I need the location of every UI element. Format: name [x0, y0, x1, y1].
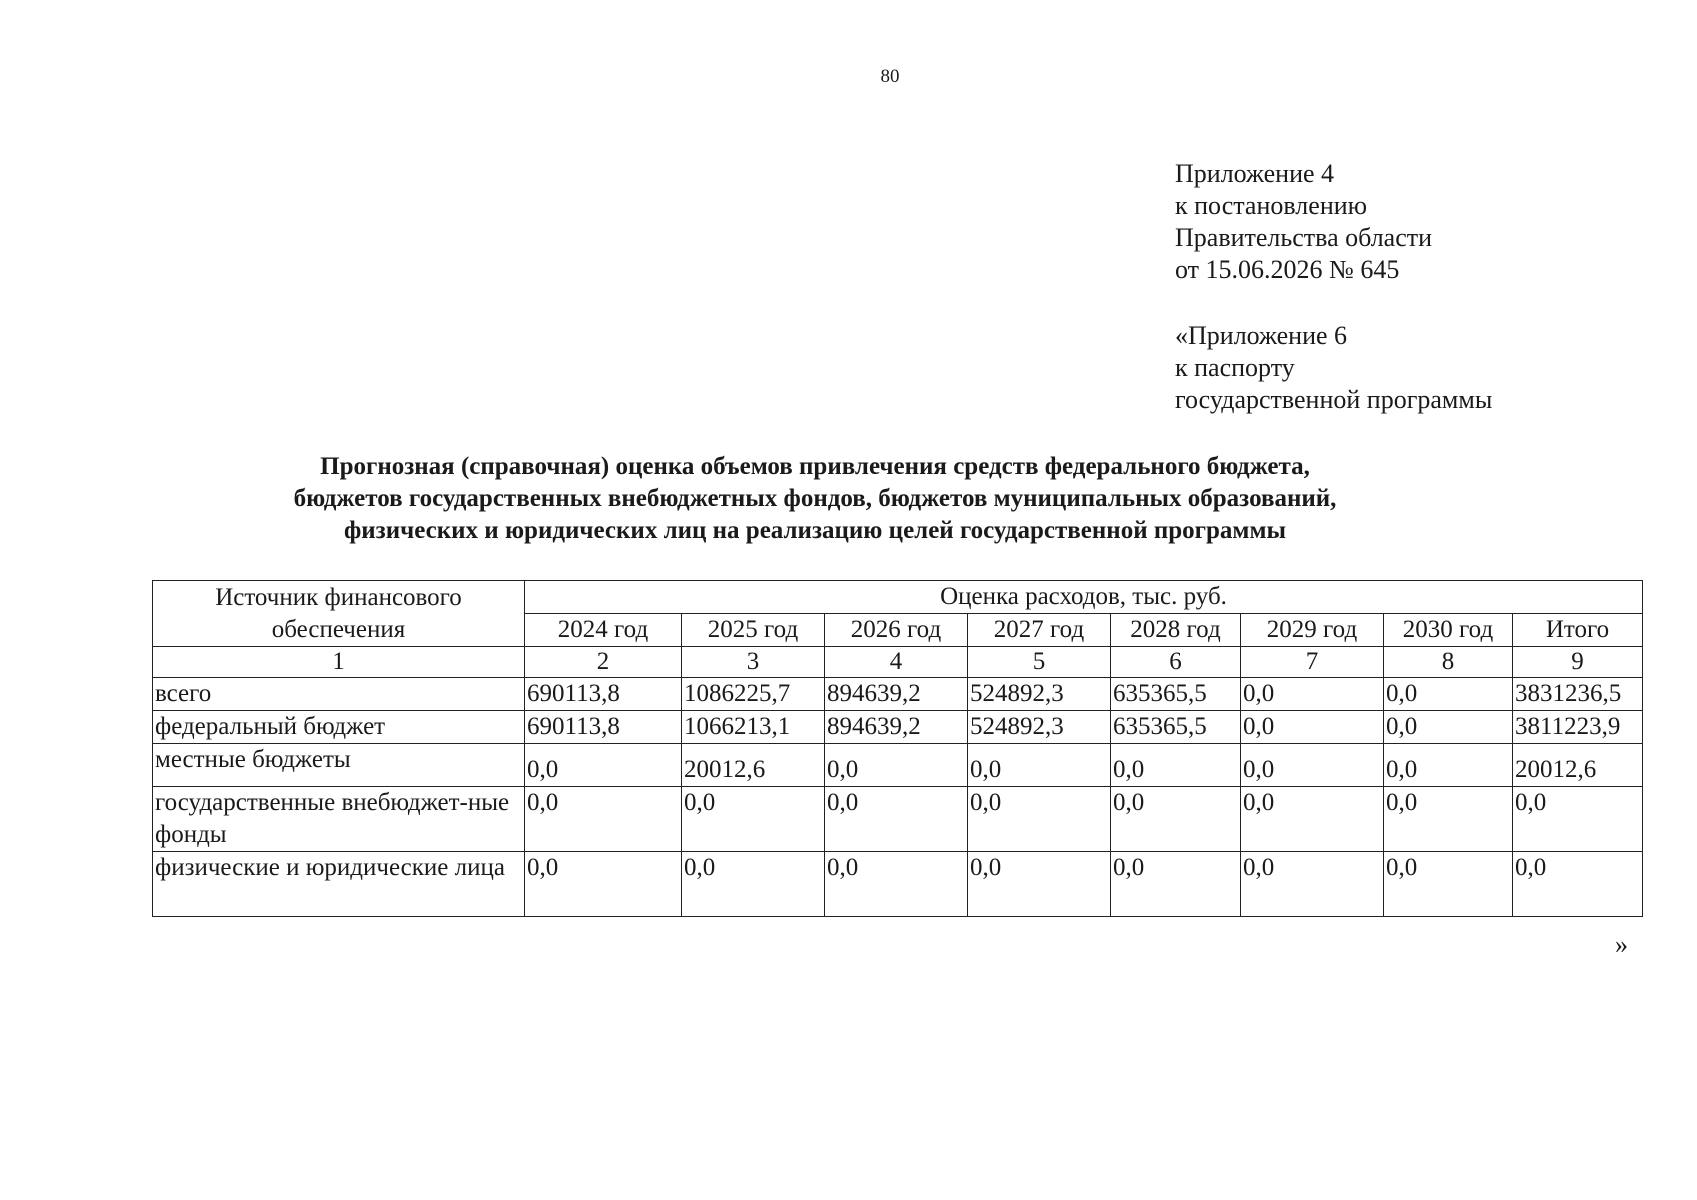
value-cell: 0,0: [1384, 711, 1513, 744]
column-number: 2: [525, 647, 682, 678]
financing-table: [152, 580, 1643, 917]
table-row: [153, 852, 1643, 917]
year-header: 2029 год: [1241, 614, 1384, 647]
source-cell: государственные внебюджет-ные фонды: [153, 787, 525, 852]
value-cell: 0,0: [1241, 678, 1384, 711]
value-cell: 0,0: [968, 744, 1111, 787]
value-cell: 690113,8: [525, 678, 682, 711]
document-title: [150, 451, 1480, 547]
value-cell: 690113,8: [525, 711, 682, 744]
column-number: 9: [1513, 647, 1643, 678]
appendix-line: Правительства области: [1175, 223, 1433, 252]
value-cell: 894639,2: [825, 678, 968, 711]
estimate-header: Оценка расходов, тыс. руб.: [525, 581, 1643, 614]
title-line: Прогнозная (справочная) оценка объемов привлечения средств федерального бюджета,: [320, 453, 1310, 480]
value-cell: 0,0: [525, 852, 682, 917]
value-cell: 635365,5: [1111, 678, 1241, 711]
column-number: 7: [1241, 647, 1384, 678]
value-cell: 0,0: [968, 787, 1111, 852]
value-cell: 0,0: [682, 787, 825, 852]
value-cell: 635365,5: [1111, 711, 1241, 744]
table-row: [153, 787, 1643, 852]
source-cell: федеральный бюджет: [153, 711, 525, 744]
value-cell: 0,0: [525, 787, 682, 852]
value-cell: 0,0: [1384, 678, 1513, 711]
closing-quote: »: [1615, 930, 1628, 959]
value-cell: 0,0: [1241, 787, 1384, 852]
value-cell: 0,0: [1241, 852, 1384, 917]
source-cell: местные бюджеты: [153, 744, 525, 787]
year-header: 2024 год: [525, 614, 682, 647]
value-cell: 0,0: [968, 852, 1111, 917]
value-cell: 0,0: [682, 852, 825, 917]
value-cell: 0,0: [1111, 744, 1241, 787]
column-number: 5: [968, 647, 1111, 678]
value-cell: 894639,2: [825, 711, 968, 744]
total-cell: 3831236,5: [1513, 678, 1643, 711]
column-number: 4: [825, 647, 968, 678]
value-cell: 1086225,7: [682, 678, 825, 711]
value-cell: 0,0: [1384, 744, 1513, 787]
total-cell: 0,0: [1513, 787, 1643, 852]
title-line: физических и юридических лиц на реализацию целей государственной программы: [343, 517, 1286, 544]
year-header: 2026 год: [825, 614, 968, 647]
value-cell: 0,0: [1111, 852, 1241, 917]
total-header: Итого: [1513, 614, 1643, 647]
value-cell: 20012,6: [682, 744, 825, 787]
table-row: [153, 744, 1643, 787]
column-number-row: [153, 647, 1643, 678]
value-cell: 0,0: [825, 852, 968, 917]
value-cell: 524892,3: [968, 711, 1111, 744]
value-cell: 1066213,1: [682, 711, 825, 744]
appendix-line: от 15.06.2026 № 645: [1175, 255, 1400, 284]
value-cell: 524892,3: [968, 678, 1111, 711]
column-number: 8: [1384, 647, 1513, 678]
column-number: 6: [1111, 647, 1241, 678]
value-cell: 0,0: [825, 744, 968, 787]
year-header: 2025 год: [682, 614, 825, 647]
table-row: [153, 711, 1643, 744]
source-header: Источник финансового обеспечения: [153, 581, 525, 647]
appendix-reference: [1175, 158, 1432, 286]
appendix-line: к паспорту: [1175, 353, 1295, 382]
appendix-line: государственной программы: [1175, 385, 1493, 414]
appendix-line: к постановлению: [1175, 191, 1368, 220]
title-line: бюджетов государственных внебюджетных фондов, бюджетов муниципальных образований,: [293, 485, 1337, 512]
total-cell: 0,0: [1513, 852, 1643, 917]
value-cell: 0,0: [1384, 852, 1513, 917]
appendix-line: Приложение 4: [1175, 159, 1335, 188]
source-cell: физические и юридические лица: [153, 852, 525, 917]
value-cell: 0,0: [1384, 787, 1513, 852]
page-number: 80: [880, 66, 900, 87]
value-cell: 0,0: [525, 744, 682, 787]
column-number: 3: [682, 647, 825, 678]
appendix-reference-2: [1175, 320, 1492, 416]
header-row: [153, 581, 1643, 614]
year-header: 2027 год: [968, 614, 1111, 647]
value-cell: 0,0: [1241, 711, 1384, 744]
year-header: 2028 год: [1111, 614, 1241, 647]
value-cell: 0,0: [825, 787, 968, 852]
column-number: 1: [153, 647, 525, 678]
total-cell: 3811223,9: [1513, 711, 1643, 744]
value-cell: 0,0: [1111, 787, 1241, 852]
year-header: 2030 год: [1384, 614, 1513, 647]
table-row: [153, 678, 1643, 711]
appendix-line: «Приложение 6: [1175, 321, 1348, 350]
total-cell: 20012,6: [1513, 744, 1643, 787]
source-cell: всего: [153, 678, 525, 711]
value-cell: 0,0: [1241, 744, 1384, 787]
